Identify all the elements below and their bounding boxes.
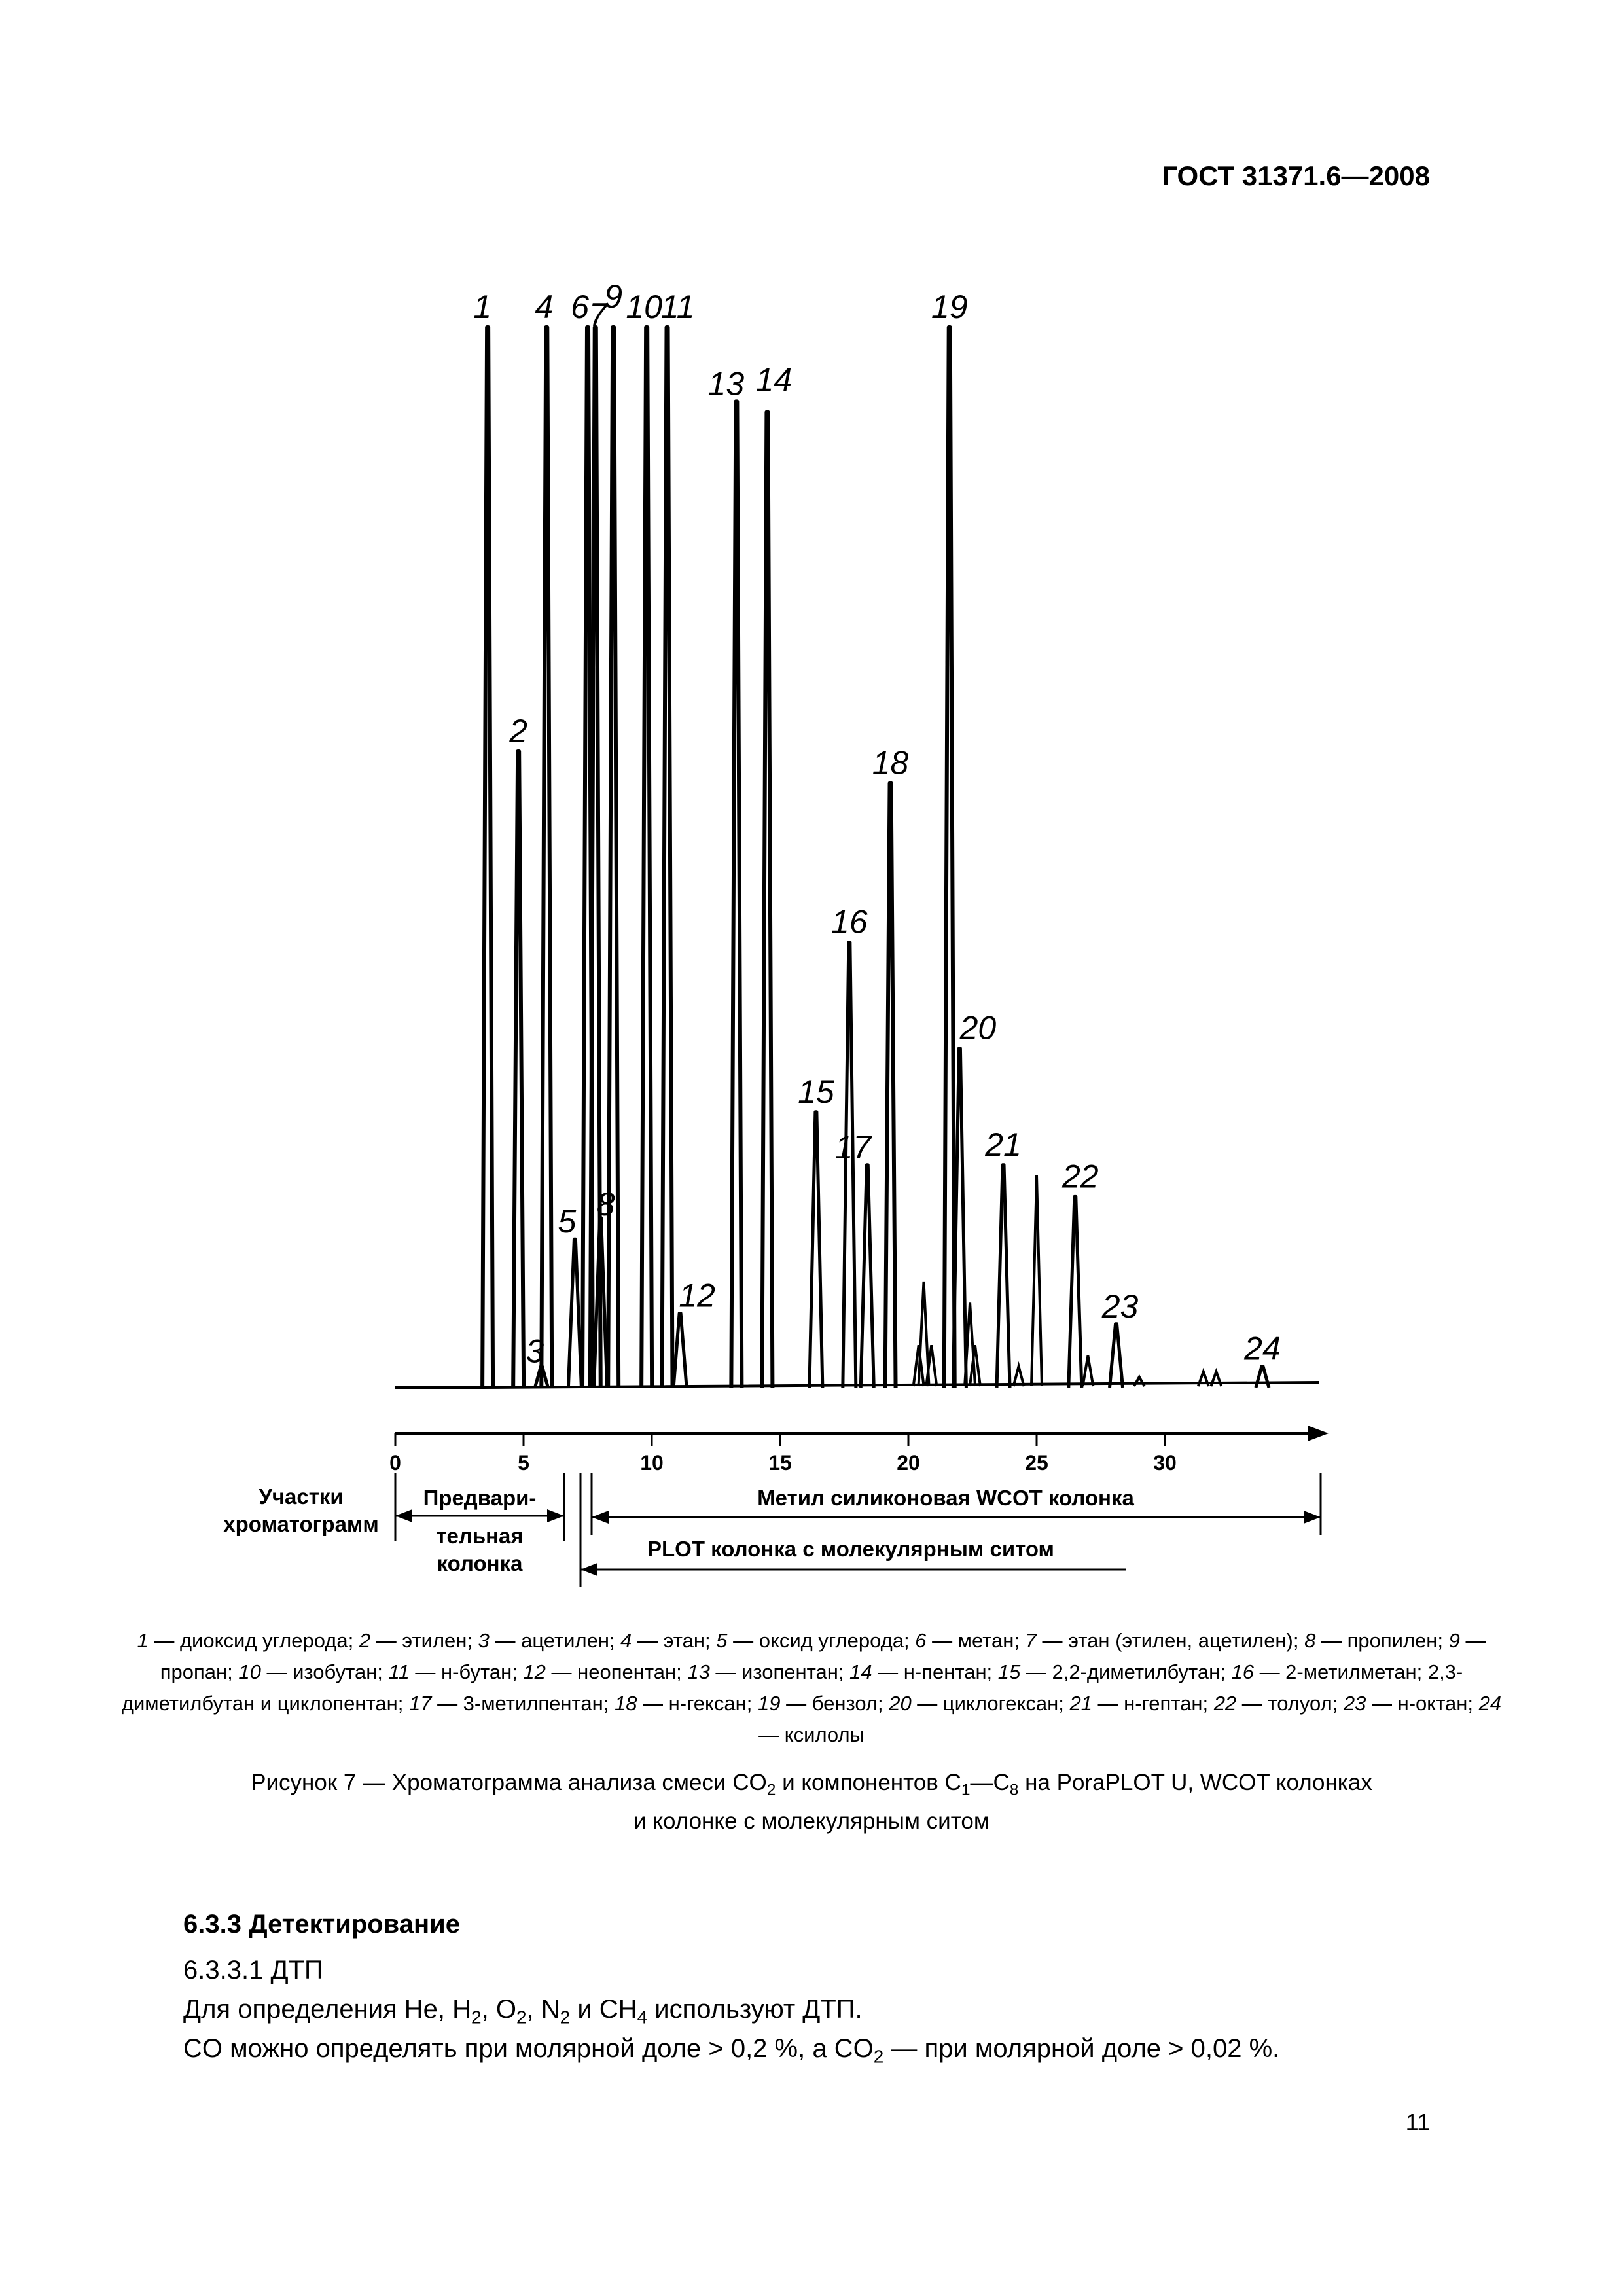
- row-label-line1: Участки: [259, 1484, 344, 1509]
- peak-label-7: 7: [588, 296, 607, 333]
- peak-label-17: 17: [834, 1128, 872, 1166]
- wcot-label: Метил силиконовая WCOT колонка: [757, 1486, 1134, 1510]
- peak-label-18: 18: [872, 744, 909, 781]
- legend-item-1: 1 — диоксид углерода;: [137, 1629, 359, 1652]
- legend-item-11: 11 — н-бутан;: [388, 1660, 524, 1683]
- legend-item-6: 6 — метан;: [915, 1629, 1026, 1652]
- legend-item-2: 2 — этилен;: [359, 1629, 478, 1652]
- plot-label: PLOT колонка с молекулярным ситом: [647, 1537, 1054, 1561]
- peak-12: [673, 1314, 687, 1388]
- peak-label-13: 13: [707, 365, 745, 403]
- legend-item-18: 18 — н-гексан;: [614, 1692, 758, 1715]
- legend-item-22: 22 — толуол;: [1213, 1692, 1344, 1715]
- axis-ticks: [389, 1433, 1177, 1475]
- peak-10: [641, 327, 652, 1388]
- legend-item-15: 15 — 2,2-диметилбутан;: [997, 1660, 1232, 1683]
- peak-label-12: 12: [679, 1277, 715, 1314]
- legend-item-24: 24 — ксилолы: [758, 1692, 1502, 1746]
- peak-9: [608, 327, 618, 1388]
- figure-caption: Рисунок 7 — Хроматограмма анализа смеси $CO_2$ и компонентов $C_1—C_8$ на PoraPLOT U, WCOT колонках и колонке с молекулярным ситом: [251, 1770, 1372, 1835]
- peak-13: [731, 401, 741, 1388]
- peak-1: [482, 327, 493, 1388]
- peak-14: [762, 412, 772, 1388]
- page-number: 11: [1405, 2109, 1430, 2136]
- peak-label-4: 4: [535, 289, 554, 325]
- legend-item-4: 4 — этан;: [620, 1629, 717, 1652]
- peak-label-9: 9: [604, 278, 623, 315]
- peak-label-11: 11: [660, 289, 695, 325]
- paragraph-co-limits: CO можно определять при молярной доле > 0,2 %, а $CO_2$ — при молярной доле > 0,02 %.: [183, 2034, 1280, 2067]
- peak-label-5: 5: [558, 1203, 577, 1240]
- peak-21: [997, 1165, 1010, 1388]
- legend-item-20: 20 — циклогексан;: [889, 1692, 1070, 1715]
- legend-item-3: 3 — ацетилен;: [478, 1629, 621, 1652]
- legend-item-7: 7 — этан (этилен, ацетилен);: [1025, 1629, 1305, 1652]
- legend-item-13: 13 — изопентан;: [687, 1660, 850, 1683]
- peak-18: [885, 783, 896, 1388]
- legend-item-21: 21 — н-гептан;: [1069, 1692, 1214, 1715]
- tick-label-15: 15: [768, 1451, 792, 1475]
- peak-label-24: 24: [1244, 1330, 1281, 1367]
- row-label-line2: хроматограмм: [223, 1512, 379, 1536]
- axis-arrow: [1308, 1426, 1329, 1441]
- paragraph-tcd-gases: Для определения He, $H_2$, $O_2$, $N_2$ и $CH_4$ используют ДТП.: [183, 1995, 863, 2028]
- peak-5: [568, 1239, 581, 1388]
- peak-4: [541, 327, 552, 1388]
- peak-24: [1256, 1367, 1269, 1388]
- peak-label-22: 22: [1061, 1158, 1099, 1195]
- tick-label-20: 20: [897, 1451, 920, 1475]
- legend-item-14: 14 — н-пентан;: [849, 1660, 998, 1683]
- legend-item-8: 8 — пропилен;: [1304, 1629, 1449, 1652]
- peak-2: [513, 751, 524, 1388]
- peak-label-19: 19: [931, 289, 968, 325]
- peak-label-14: 14: [755, 361, 793, 399]
- peak-23: [1110, 1324, 1123, 1388]
- peak-label-2: 2: [509, 713, 528, 749]
- peak-15: [810, 1112, 823, 1388]
- peak-label-3: 3: [526, 1333, 544, 1370]
- peak-label-21: 21: [985, 1126, 1022, 1163]
- legend-item-17: 17 — 3-метилпентан;: [408, 1692, 615, 1715]
- minor-peak: [1134, 1377, 1145, 1386]
- precolumn-line3: колонка: [437, 1551, 523, 1575]
- peak-label-1: 1: [473, 289, 492, 325]
- legend-item-16: 16 — 2-метилметан; 2,3-диметилбутан и циклопентан;: [121, 1660, 1463, 1715]
- tick-label-0: 0: [389, 1451, 401, 1475]
- time-axis: [395, 1426, 1329, 1441]
- subsection-title: 6.3.3.1 ДТП: [183, 1956, 323, 1984]
- legend-item-10: 10 — изобутан;: [238, 1660, 389, 1683]
- peak-label-20: 20: [959, 1009, 997, 1047]
- peak-17: [861, 1165, 874, 1388]
- legend-item-23: 23 — н-октан;: [1343, 1692, 1479, 1715]
- minor-peak: [1031, 1175, 1042, 1386]
- peak-19: [944, 327, 955, 1388]
- precolumn-line1: Предвари-: [423, 1486, 537, 1510]
- legend-item-5: 5 — оксид углерода;: [716, 1629, 916, 1652]
- standard-header: ГОСТ 31371.6—2008: [1162, 160, 1430, 191]
- legend-item-19: 19 — бензол;: [757, 1692, 889, 1715]
- peak-legend: [118, 1625, 1505, 1751]
- section-title: 6.3.3 Детектирование: [183, 1910, 460, 1939]
- tick-label-25: 25: [1025, 1451, 1048, 1475]
- precolumn-line2: тельная: [436, 1524, 524, 1548]
- chromatogram-trace: [395, 327, 1319, 1388]
- minor-peak: [1082, 1355, 1093, 1386]
- peak-22: [1069, 1196, 1082, 1388]
- tick-label-30: 30: [1153, 1451, 1177, 1475]
- peak-label-6: 6: [571, 289, 589, 325]
- peak-label-23: 23: [1101, 1287, 1139, 1325]
- peak-label-15: 15: [798, 1073, 834, 1110]
- peak-label-16: 16: [831, 903, 868, 941]
- legend-item-12: 12 — неопентан;: [523, 1660, 688, 1683]
- tick-label-10: 10: [640, 1451, 664, 1475]
- legend-item-9: 9 — пропан;: [160, 1629, 1486, 1683]
- tick-label-5: 5: [518, 1451, 529, 1475]
- peak-label-10: 10: [626, 289, 662, 325]
- peak-11: [662, 327, 673, 1388]
- peak-label-8: 8: [596, 1185, 615, 1223]
